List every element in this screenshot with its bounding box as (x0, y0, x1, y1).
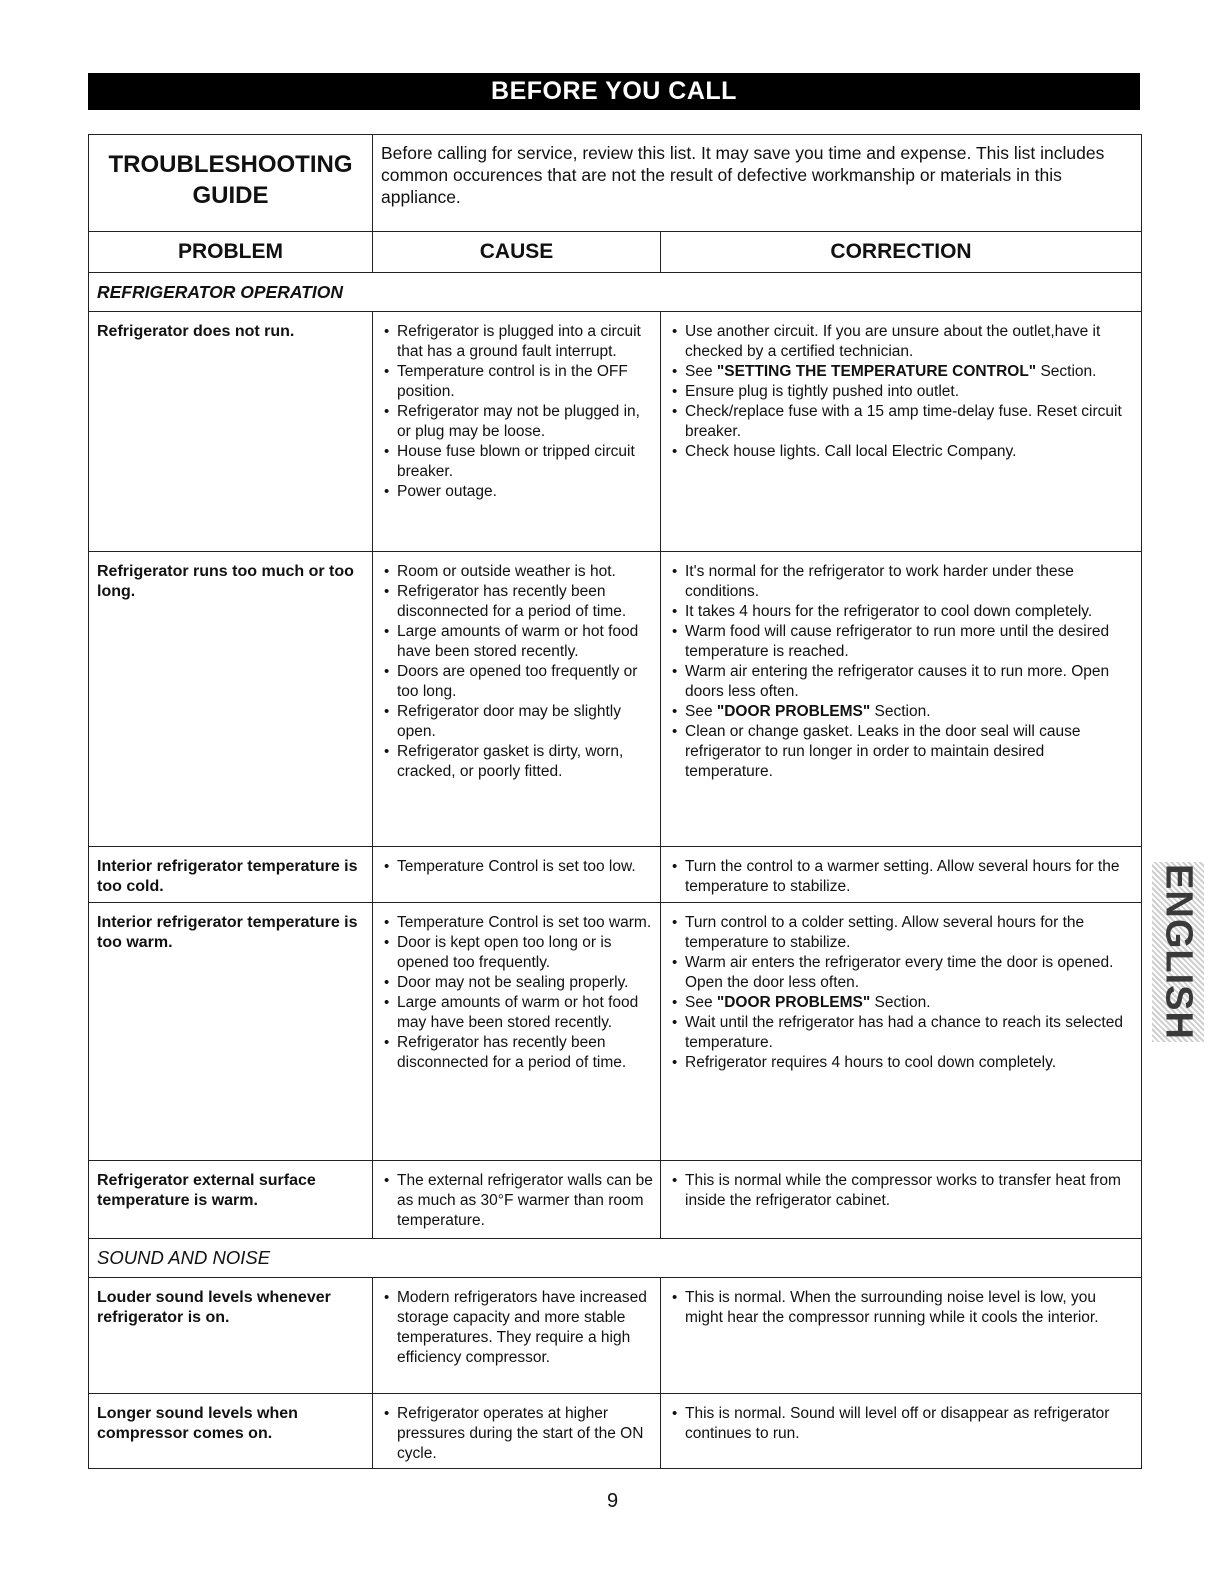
correction-item (669, 1013, 1135, 1053)
correction-item (669, 1404, 1135, 1444)
correction-item (669, 857, 1135, 897)
guide-intro: Before calling for service, review this list. It may save you time and expense. This list includes common occurences that are not the result of defective workmanship or materials in this appliance. (373, 135, 1142, 232)
problem-cell: Refrigerator does not run. (89, 312, 373, 552)
correction-item (669, 702, 1135, 722)
cause-item: • Temperature Control is set too low. (381, 857, 654, 877)
cause-item: • Room or outside weather is hot. (381, 562, 654, 582)
problem-cell: Refrigerator runs too much or too long. (89, 552, 373, 847)
cause-item: • Large amounts of warm or hot food have been stored recently. (381, 622, 654, 662)
correction-item (669, 913, 1135, 953)
cause-item: • Power outage. (381, 482, 654, 502)
section-row (89, 273, 1142, 312)
correction-item (669, 402, 1135, 442)
header-problem: PROBLEM (89, 232, 373, 273)
correction-text: Turn the control to a warmer setting. Allow several hours for the temperature to stabilize. (685, 858, 1120, 895)
cause-item: • Temperature Control is set too warm. (381, 913, 654, 933)
cause-list (381, 1288, 654, 1368)
cause-item: • Large amounts of warm or hot food may have been stored recently. (381, 993, 654, 1033)
intro-row (89, 135, 1142, 232)
correction-text: It takes 4 hours for the refrigerator to cool down completely. (685, 603, 1093, 620)
cause-list (381, 857, 654, 877)
cause-item: • Door is kept open too long or is opened too frequently. (381, 933, 654, 973)
correction-list (669, 1288, 1135, 1328)
banner-title: BEFORE YOU CALL (88, 73, 1140, 110)
correction-text: Turn control to a colder setting. Allow several hours for the temperature to stabilize. (685, 914, 1085, 951)
cause-cell (373, 847, 661, 903)
cause-item: • Modern refrigerators have increased storage capacity and more stable temperatures. They require a high efficiency compressor. (381, 1288, 654, 1368)
correction-item (669, 662, 1135, 702)
table-row (89, 847, 1142, 903)
correction-item (669, 1288, 1135, 1328)
guide-title-line1: TROUBLESHOOTING (108, 151, 353, 178)
correction-reference: "DOOR PROBLEMS" (716, 703, 871, 720)
correction-cell (661, 847, 1142, 903)
table-row (89, 903, 1142, 1161)
correction-text: Use another circuit. If you are unsure about the outlet,have it checked by a certified technician. (685, 323, 1101, 360)
table-row (89, 552, 1142, 847)
cause-item: • Refrigerator gasket is dirty, worn, cracked, or poorly fitted. (381, 742, 654, 782)
correction-item (669, 1171, 1135, 1211)
cause-item: • Refrigerator has recently been disconnected for a period of time. (381, 582, 654, 622)
correction-reference: "DOOR PROBLEMS" (716, 994, 871, 1011)
guide-title-line2: GUIDE (192, 182, 269, 209)
correction-reference: "SETTING THE TEMPERATURE CONTROL" (716, 363, 1037, 380)
section-row (89, 1239, 1142, 1278)
correction-text: Check/replace fuse with a 15 amp time-delay fuse. Reset circuit breaker. (685, 403, 1122, 440)
language-tab-label: ENGLISH (1157, 864, 1200, 1040)
correction-text-suffix: Section. (870, 703, 931, 720)
correction-cell (661, 312, 1142, 552)
header-row (89, 232, 1142, 273)
cause-cell (373, 312, 661, 552)
correction-text: See (685, 703, 717, 720)
table-row (89, 312, 1142, 552)
section-title: SOUND AND NOISE (89, 1239, 1142, 1278)
cause-cell (373, 1394, 661, 1469)
header-correction: CORRECTION (661, 232, 1142, 273)
problem-cell: Interior refrigerator temperature is too cold. (89, 847, 373, 903)
cause-item: • Refrigerator may not be plugged in, or plug may be loose. (381, 402, 654, 442)
cause-list (381, 322, 654, 502)
correction-list (669, 1171, 1135, 1211)
troubleshooting-table (88, 134, 1142, 1469)
cause-item: • Refrigerator operates at higher pressures during the start of the ON cycle. (381, 1404, 654, 1464)
cause-cell (373, 1278, 661, 1394)
correction-text: See (685, 363, 717, 380)
section-title: REFRIGERATOR OPERATION (89, 273, 1142, 312)
guide-title (89, 135, 373, 232)
problem-cell: Longer sound levels when compressor comes on. (89, 1394, 373, 1469)
correction-text: It's normal for the refrigerator to work harder under these conditions. (685, 563, 1074, 600)
correction-item (669, 362, 1135, 382)
correction-text: This is normal while the compressor works to transfer heat from inside the refrigerator cabinet. (685, 1172, 1121, 1209)
correction-item (669, 602, 1135, 622)
cause-item: • Refrigerator has recently been disconnected for a period of time. (381, 1033, 654, 1073)
cause-item: • The external refrigerator walls can be as much as 30°F warmer than room temperature. (381, 1171, 654, 1231)
correction-text: This is normal. Sound will level off or disappear as refrigerator continues to run. (685, 1405, 1110, 1442)
problem-cell: Louder sound levels whenever refrigerator is on. (89, 1278, 373, 1394)
cause-cell (373, 903, 661, 1161)
table-row (89, 1161, 1142, 1239)
cause-item: • Refrigerator door may be slightly open. (381, 702, 654, 742)
correction-text: Ensure plug is tightly pushed into outlet. (685, 383, 960, 400)
cause-list (381, 1404, 654, 1464)
correction-list (669, 562, 1135, 782)
correction-text: Warm food will cause refrigerator to run more until the desired temperature is reached. (685, 623, 1110, 660)
correction-text: Warm air enters the refrigerator every time the door is opened. Open the door less often. (685, 954, 1114, 991)
table-row (89, 1278, 1142, 1394)
cause-list (381, 913, 654, 1073)
cause-item: • House fuse blown or tripped circuit breaker. (381, 442, 654, 482)
correction-item (669, 622, 1135, 662)
correction-list (669, 857, 1135, 897)
correction-text-suffix: Section. (1036, 363, 1097, 380)
problem-cell: Refrigerator external surface temperature is warm. (89, 1161, 373, 1239)
correction-text: Wait until the refrigerator has had a chance to reach its selected temperature. (685, 1014, 1123, 1051)
correction-text: Warm air entering the refrigerator causes it to run more. Open doors less often. (685, 663, 1110, 700)
cause-list (381, 562, 654, 782)
correction-text: Check house lights. Call local Electric Company. (685, 443, 1017, 460)
cause-item: • Temperature control is in the OFF position. (381, 362, 654, 402)
correction-cell (661, 1161, 1142, 1239)
correction-list (669, 1404, 1135, 1444)
correction-item (669, 382, 1135, 402)
page-number: 9 (606, 1490, 619, 1512)
correction-item (669, 1053, 1135, 1073)
cause-item: • Doors are opened too frequently or too long. (381, 662, 654, 702)
correction-list (669, 913, 1135, 1073)
correction-text-suffix: Section. (870, 994, 931, 1011)
correction-text: See (685, 994, 717, 1011)
header-cause: CAUSE (373, 232, 661, 273)
correction-item (669, 993, 1135, 1013)
correction-text: Clean or change gasket. Leaks in the door seal will cause refrigerator to run longer in order to maintain desired temperature. (685, 723, 1081, 780)
correction-text: This is normal. When the surrounding noise level is low, you might hear the compressor running while it cools the interior. (685, 1289, 1099, 1326)
language-tab (1152, 862, 1204, 1042)
problem-cell: Interior refrigerator temperature is too warm. (89, 903, 373, 1161)
cause-item: • Door may not be sealing properly. (381, 973, 654, 993)
correction-item (669, 562, 1135, 602)
cause-item: • Refrigerator is plugged into a circuit that has a ground fault interrupt. (381, 322, 654, 362)
cause-list (381, 1171, 654, 1231)
correction-text: Refrigerator requires 4 hours to cool down completely. (685, 1054, 1057, 1071)
correction-item (669, 442, 1135, 462)
correction-cell (661, 552, 1142, 847)
correction-cell (661, 1278, 1142, 1394)
correction-item (669, 722, 1135, 782)
correction-cell (661, 1394, 1142, 1469)
correction-item (669, 953, 1135, 993)
correction-item (669, 322, 1135, 362)
table-row (89, 1394, 1142, 1469)
correction-cell (661, 903, 1142, 1161)
cause-cell (373, 1161, 661, 1239)
cause-cell (373, 552, 661, 847)
correction-list (669, 322, 1135, 462)
